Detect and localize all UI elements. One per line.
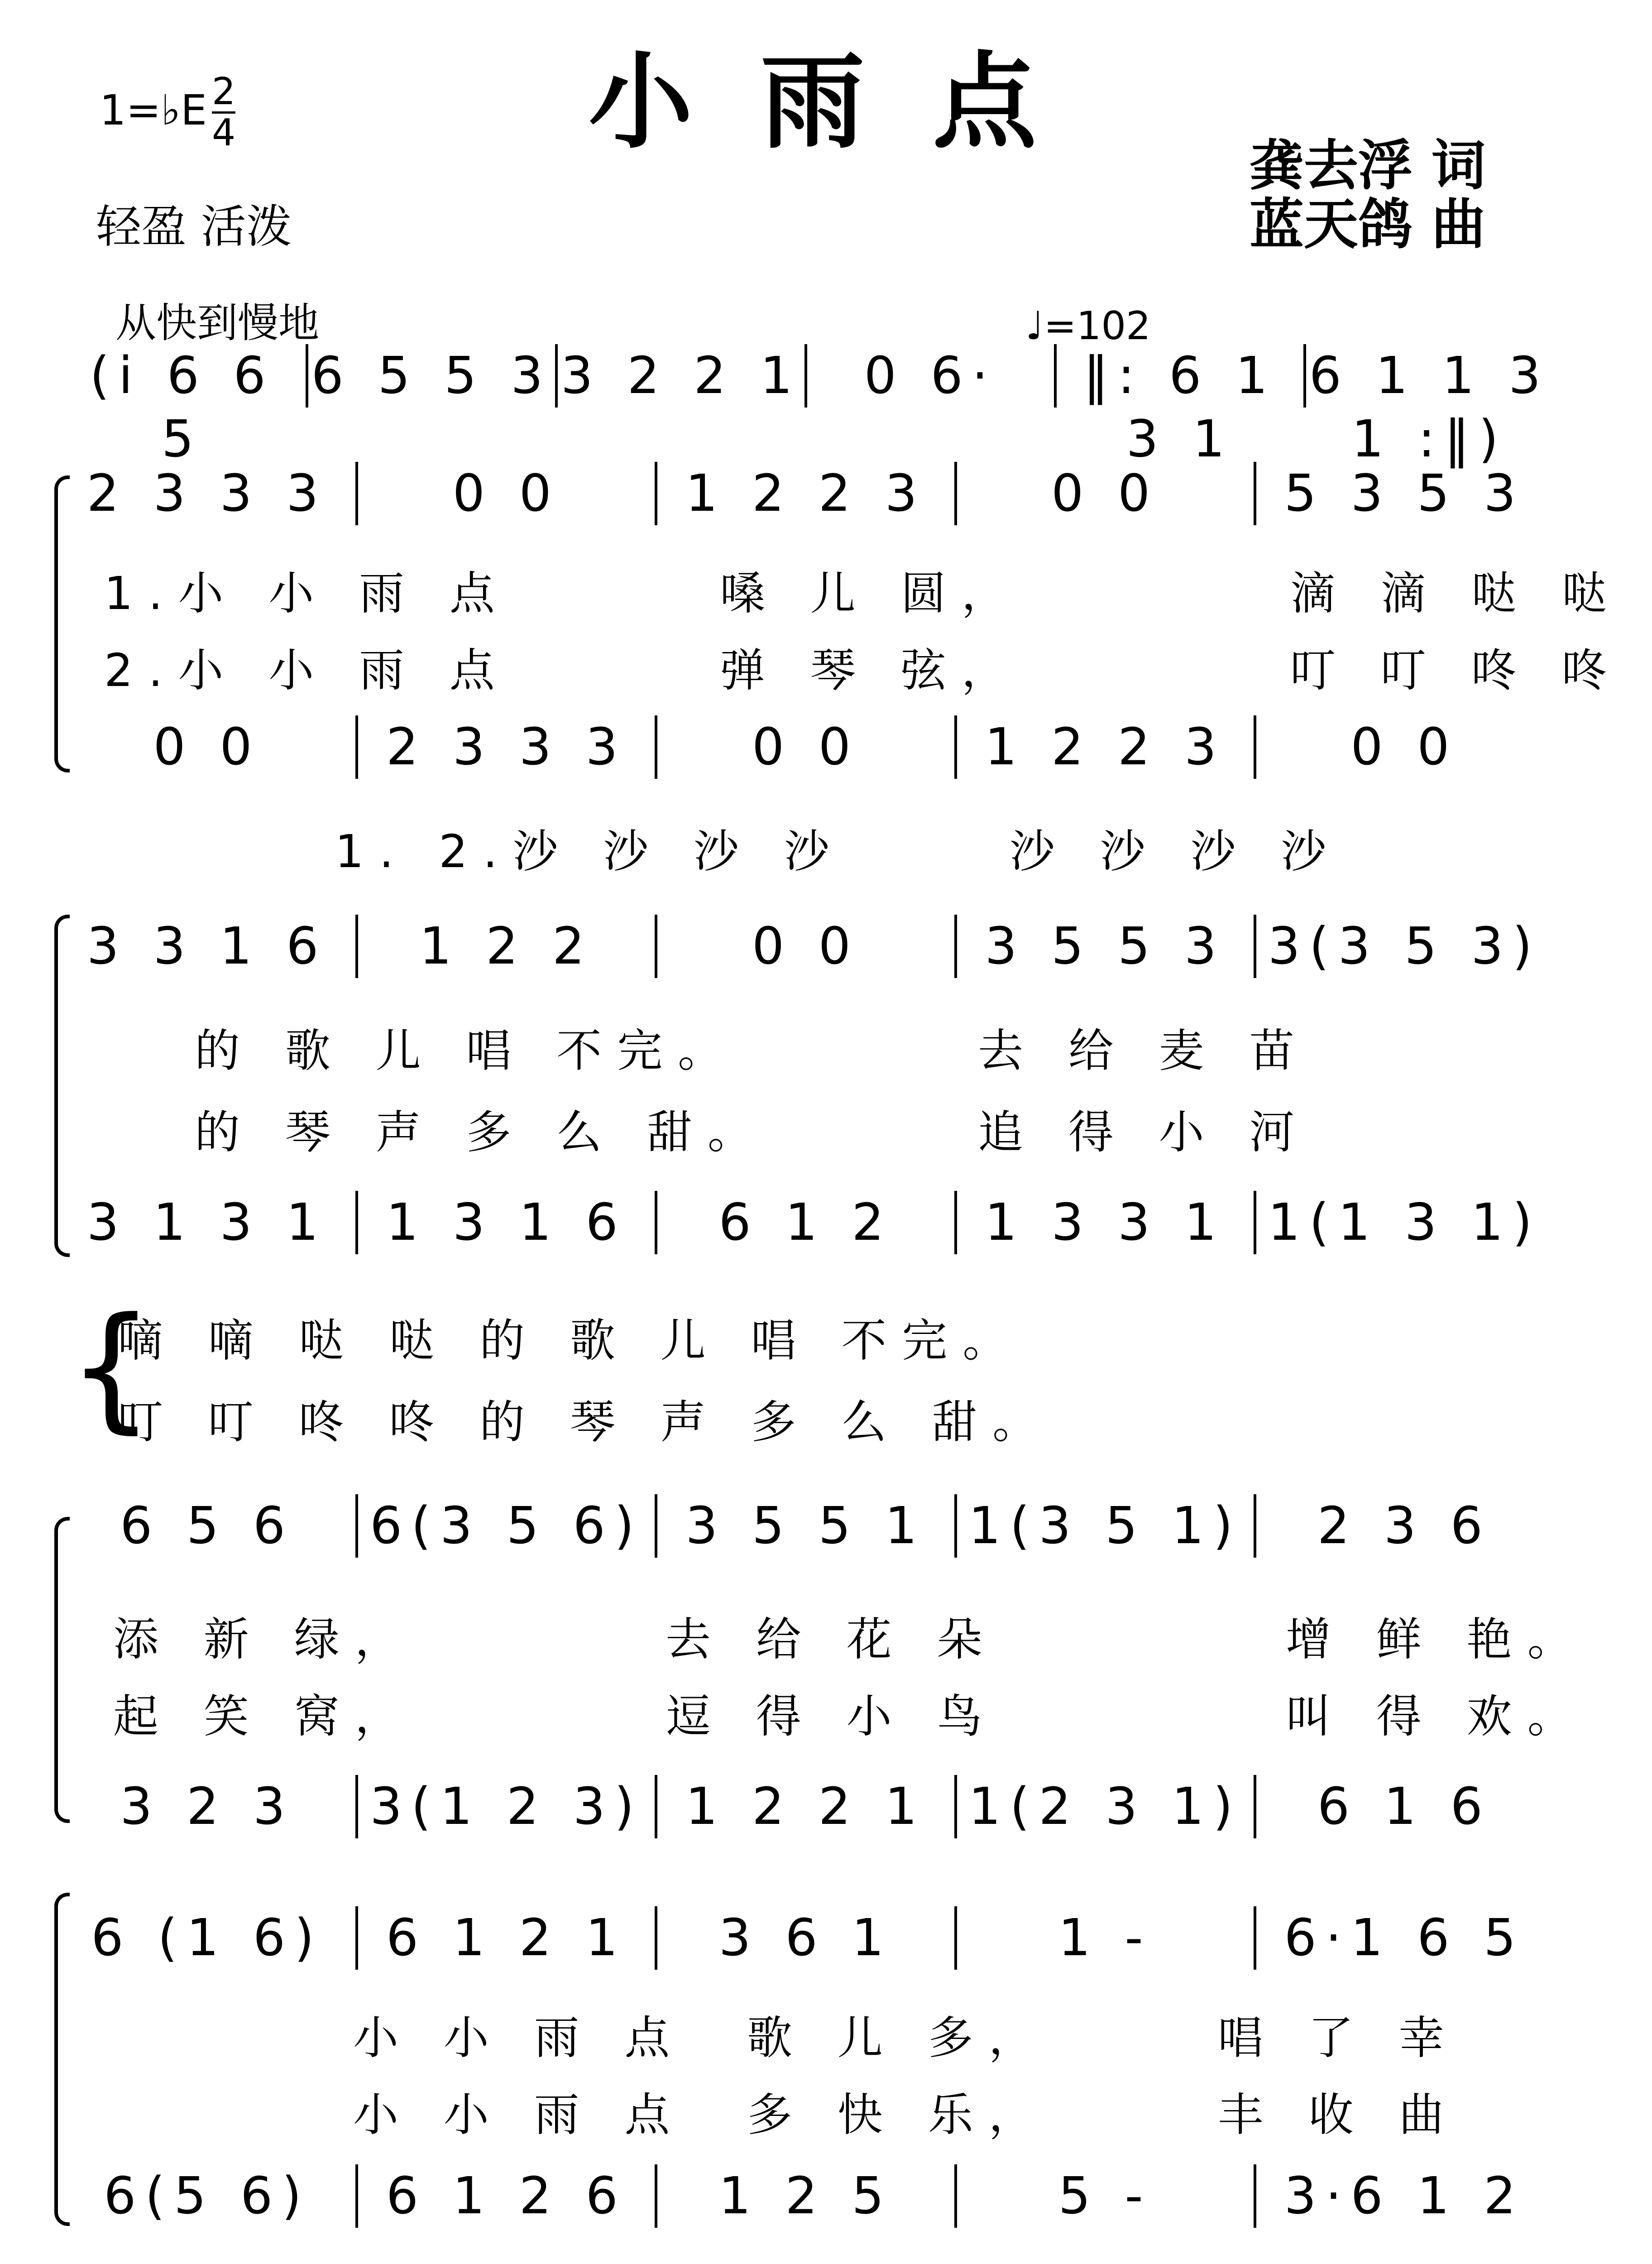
measure: 1 - (957, 1906, 1256, 1970)
measure: 3 5 5 1 (657, 1494, 957, 1558)
lyric: 叫 得 欢。 (1286, 1690, 1588, 1743)
lyric: 丰 收 曲 (1218, 2088, 1460, 2141)
staff-lower (59, 715, 1553, 779)
measure: 6 1 2 1 (358, 1906, 657, 1970)
measure: 3 2 3 (59, 1775, 358, 1838)
key-signature: 1=♭E (100, 86, 207, 134)
lyric: 滴 滴 哒 哒 (1290, 567, 1623, 620)
measure: 6 1 2 (657, 1191, 957, 1254)
measure: 6 (1 6) (59, 1906, 358, 1970)
measure: 2 3 3 3 (59, 462, 358, 525)
lyric: 嗓 儿 圆， (720, 567, 1022, 620)
measure: 0 0 (657, 915, 957, 978)
measure: 0 6· (807, 344, 1057, 408)
measure: 6·1 6 5 (1284, 1909, 1525, 1967)
measure: 0 0 (657, 715, 957, 779)
measure: 3 1 3 1 (59, 1191, 358, 1254)
measure: 1 2 2 1 (657, 1775, 957, 1838)
composer-credit: 蓝天鸽 曲 (1250, 192, 1486, 256)
time-sig-bottom: 4 (212, 111, 236, 154)
intro-expression: 从快到慢地 (115, 299, 319, 347)
tempo-marking: 轻盈 活泼 (96, 200, 292, 253)
measure: 6 5 6 (59, 1494, 358, 1558)
lyric-brace: { (68, 1288, 154, 1446)
measure: 3 3 1 6 (59, 915, 358, 978)
measure: 6 1 6 (1317, 1777, 1492, 1836)
measure: ‖: 6 1 3 1 (1057, 344, 1306, 408)
staff-upper (59, 915, 1553, 978)
measure: 1(2 3 1) (957, 1775, 1256, 1838)
lyric: 追 得 小 河 (978, 1106, 1310, 1159)
song-title: 小雨点 (589, 41, 1105, 163)
lyric: 小 小 雨 点 (353, 2011, 685, 2064)
lyric: 唱 了 幸 (1218, 2011, 1460, 2064)
measure: 6(5 6) (59, 2164, 358, 2228)
measure: (i 6 6 5 (59, 344, 308, 408)
lyric: 叮 叮 咚 咚 (1290, 644, 1623, 697)
lyric: 去 给 麦 苗 (978, 1024, 1310, 1077)
measure: 1(3 5 1) (957, 1494, 1256, 1558)
measure: 6(3 5 6) (358, 1494, 657, 1558)
measure: 3 6 1 (657, 1906, 957, 1970)
lyric: 添 新 绿， (113, 1613, 416, 1666)
measure: 3(1 2 3) (358, 1775, 657, 1838)
measure: 1 3 3 1 (957, 1191, 1256, 1254)
measure: 0 0 (1350, 718, 1459, 777)
lyric: 嘀 嘀 哒 哒 的 歌 儿 唱 不完。 (118, 1314, 1024, 1367)
metronome-mark: ♩=102 (1025, 303, 1151, 349)
lyric: 增 鲜 艳。 (1286, 1613, 1588, 1666)
measure: 1 2 2 3 (957, 715, 1256, 779)
measure: 1 3 1 6 (358, 1191, 657, 1254)
measure: 2 3 6 (1317, 1497, 1492, 1555)
staff-upper (59, 462, 1553, 525)
measure: 3 2 2 1 (558, 344, 807, 408)
measure: 6 5 5 3 (308, 344, 558, 408)
staff-lower (59, 2164, 1553, 2228)
lyric: 起 笑 窝， (113, 1690, 416, 1743)
measure: 5 3 5 3 (1284, 464, 1525, 523)
staff-upper (59, 1494, 1553, 1558)
lyric: 小 小 雨 点 (353, 2088, 685, 2141)
lyric: 歌 儿 多， (747, 2011, 1049, 2064)
time-sig-top: 2 (212, 70, 236, 113)
measure: 3 5 5 3 (957, 915, 1256, 978)
lyric: 去 给 花 朵 (666, 1613, 998, 1666)
lyric: 1. 2.沙 沙 沙 沙 (335, 825, 845, 878)
measure: 1 2 5 (657, 2164, 957, 2228)
staff-lower (59, 1775, 1553, 1838)
lyric: 沙 沙 沙 沙 (1010, 825, 1342, 878)
measure: 1(1 3 1) (1268, 1193, 1542, 1252)
lyric: 多 快 乐， (747, 2088, 1049, 2141)
lyric: 1.小 小 雨 点 (104, 567, 510, 620)
measure: 0 0 (59, 715, 358, 779)
measure: 1 2 2 3 (657, 462, 957, 525)
lyric: 的 歌 儿 唱 不完。 (195, 1024, 739, 1077)
intro-staff (59, 344, 1553, 469)
lyric: 2.小 小 雨 点 (104, 644, 510, 697)
lyric: 叮 叮 咚 咚 的 琴 声 多 么 甜。 (118, 1396, 1053, 1449)
time-signature (212, 72, 235, 153)
measure: 2 3 3 3 (358, 715, 657, 779)
measure: 6 1 1 3 1 :‖) (1309, 346, 1550, 469)
measure: 6 1 2 6 (358, 2164, 657, 2228)
lyric: 弹 琴 弦， (720, 644, 1022, 697)
lyricist-credit: 龚去浮 词 (1250, 134, 1486, 197)
measure: 3(3 5 3) (1268, 917, 1542, 976)
staff-upper (59, 1906, 1553, 1970)
measure: 0 0 (957, 462, 1256, 525)
measure: 3·6 1 2 (1284, 2167, 1525, 2226)
lyric: 逗 得 小 鸟 (666, 1690, 998, 1743)
measure: 1 2 2 (358, 915, 657, 978)
measure: 5 - (957, 2164, 1256, 2228)
staff-lower (59, 1191, 1553, 1254)
lyric: 的 琴 声 多 么 甜。 (195, 1106, 768, 1159)
measure: 0 0 (358, 462, 657, 525)
